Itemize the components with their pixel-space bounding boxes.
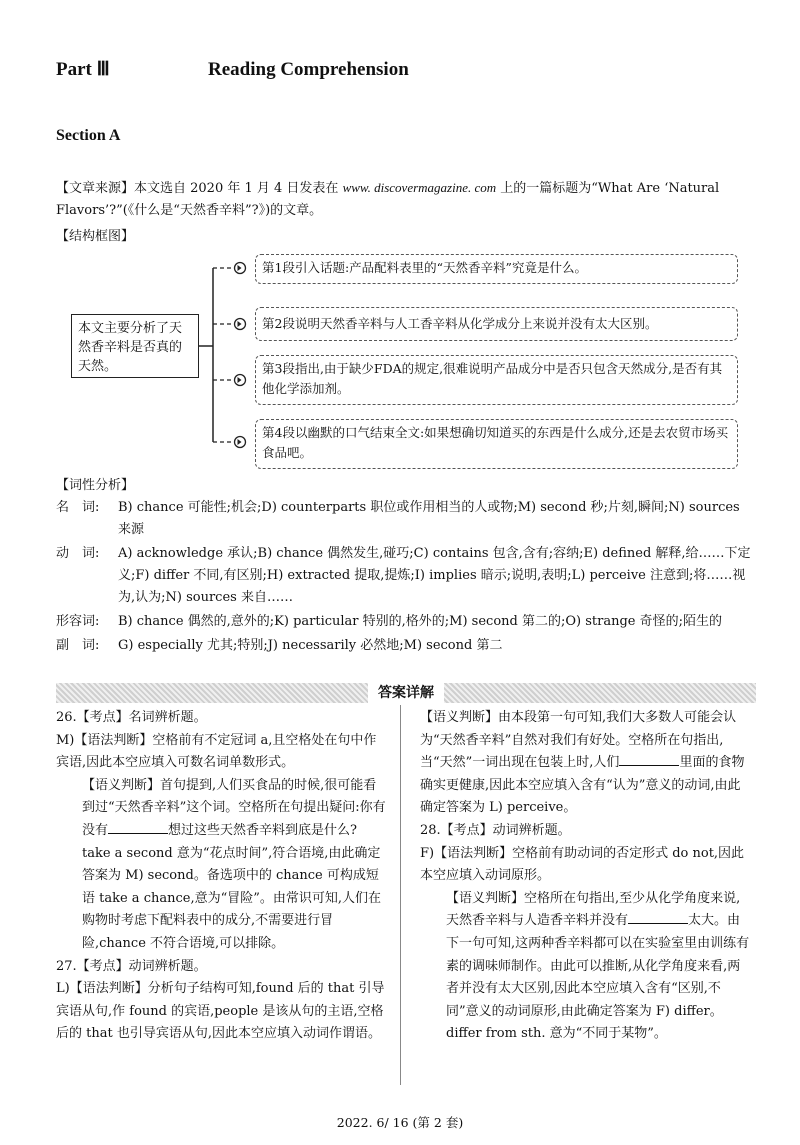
- pos-row-noun: [56, 497, 756, 541]
- q28-semantic-1: 【语义判断】空格所在句指出,至少从化学角度来说,天然香辛料与人造香辛料并没有: [446, 890, 741, 929]
- pos-row-text: B) chance 可能性;机会;D) counterparts 职位或作用相当的人或物;M) second 秒;片刻,瞬间;N) sources 来源: [118, 500, 740, 537]
- q26-heading: 26.【考点】名词辨析题。: [56, 710, 207, 725]
- pos-row-adjective: [56, 611, 756, 633]
- source-text-2: 上的一篇标题为“What Are ‘Natural Flavors’?”(《什么是“天然香辛料”?》)的文章。: [56, 181, 720, 218]
- diagram-branch-3: 第3段指出,由于缺少FDA的规定,很难说明产品成分中是否只包含天然成分,是否有其他化学添加剂。: [255, 355, 738, 405]
- pos-analysis: [56, 475, 756, 657]
- pos-row-text: B) chance 偶然的,意外的;K) particular 特别的,格外的;M) second 第二的;O) strange 奇怪的;陌生的: [118, 614, 722, 629]
- pos-row-verb: [56, 543, 756, 609]
- answer-column-right: [420, 707, 750, 1046]
- q26-semantic: [56, 775, 386, 956]
- q27-semantic: [420, 707, 750, 820]
- q27-semantic-2: 里面的食物确实更健康,因此本空应填入含有“认为”意义的动词,由此确定答案为 L) perceive。: [420, 755, 745, 816]
- answer-title: 答案详解: [368, 683, 444, 703]
- pos-label: 【词性分析】: [56, 478, 135, 493]
- arrow-circle-icon: [235, 319, 246, 330]
- q28-semantic: [420, 888, 750, 1046]
- pos-row-label: 动 词:: [56, 546, 100, 561]
- q26-semantic-1: 【语义判断】首句提到,人们买食品的时候,很可能看到过“天然香辛料”这个词。空格所在句提出疑问:你有没有: [82, 777, 386, 838]
- arrow-circle-icon: [235, 263, 246, 274]
- pos-row-label: 形容词:: [56, 614, 100, 629]
- part-number: Part Ⅲ: [56, 59, 110, 80]
- source-text-1: 【文章来源】本文选自 2020 年 1 月 4 日发表在: [56, 181, 343, 196]
- answer-blank: [628, 911, 688, 924]
- source-site: www. discovermagazine. com: [342, 180, 497, 195]
- q28-heading: 28.【考点】动词辨析题。: [420, 822, 571, 838]
- diagram-root-box: 本文主要分析了天然香辛料是否真的天然。: [71, 314, 199, 378]
- answer-blank: [619, 753, 679, 766]
- pos-row-label: 副 词:: [56, 638, 100, 653]
- page-footer: 2022. 6/ 16 (第 2 套): [336, 1115, 464, 1130]
- q28-semantic-2: 太大。由下一句可知,这两种香辛料都可以在实验室里由训练有素的调味师制作。由此可以推断,从化学角度来看,两者并没有太大区别,因此本空应填入含有“区别,不同”意义的动词原形,由此确定答案为 F) differ。differ from sth. 意为“不同于某物”。: [446, 913, 750, 1042]
- diagram-label: 【结构框图】: [56, 229, 135, 244]
- answer-column-left: [56, 707, 386, 1046]
- diagram-branch-2: 第2段说明天然香辛料与人工香辛料从化学成分上来说并没有太大区别。: [255, 307, 738, 341]
- diagram-connectors: [195, 250, 257, 450]
- arrow-circle-icon: [235, 437, 246, 448]
- q27-grammar: L)【语法判断】分析句子结构可知,found 后的 that 引导宾语从句,作 found 的宾语,people 是该从句的主语,空格后的 that 也引导宾语从句,因此本空应填入动词作谓语。: [56, 981, 385, 1042]
- pos-row-adverb: [56, 635, 756, 657]
- answer-blank: [108, 821, 168, 834]
- pos-row-label: 名 词:: [56, 500, 100, 515]
- q27-heading: 27.【考点】动词辨析题。: [56, 958, 207, 974]
- diagram-branch-1: 第1段引入话题:产品配料表里的“天然香辛料”究竟是什么。: [255, 254, 738, 284]
- answer-header-bar: [56, 683, 756, 703]
- article-source: [56, 177, 756, 222]
- section-heading: Section A: [56, 127, 121, 144]
- q26-semantic-2: 想过这些天然香辛料到底是什么? take a second 意为“花点时间”,符合语境,由此确定答案为 M) second。备选项中的 chance 可构成短语 take a chance,意为“冒险”。由常识可知,人们在购物时考虑下配料表中的成分,不需要进行冒险,chance 不符合语境,可以排除。: [82, 822, 382, 951]
- part-heading: [56, 58, 409, 81]
- column-divider: [400, 705, 401, 1085]
- diagram-branch-4: 第4段以幽默的口气结束全文:如果想确切知道买的东西是什么成分,还是去农贸市场买食品吧。: [255, 419, 738, 469]
- q28-grammar: F)【语法判断】空格前有助动词的否定形式 do not,因此本空应填入动词原形。: [420, 845, 745, 884]
- pos-row-text: G) especially 尤其;特别;J) necessarily 必然地;M) second 第二: [118, 638, 503, 653]
- q27-semantic-1: 【语义判断】由本段第一句可知,我们大多数人可能会认为“天然香辛料”自然对我们有好处。空格所在句指出,当“天然”一词出现在包装上时,人们: [420, 710, 737, 771]
- part-title: Reading Comprehension: [208, 59, 409, 80]
- q26-grammar: M)【语法判断】空格前有不定冠词 a,且空格处在句中作宾语,因此本空应填入可数名词单数形式。: [56, 732, 377, 771]
- pos-row-text: A) acknowledge 承认;B) chance 偶然发生,碰巧;C) contains 包含,含有;容纳;E) defined 解释,给……下定义;F) differ 不同,有区别;H) extracted 提取,提炼;I) implies 暗示;说明,表明;L) perceive 注意到;将……视为,认为;N) sources 来自……: [118, 546, 751, 605]
- arrow-circle-icon: [235, 375, 246, 386]
